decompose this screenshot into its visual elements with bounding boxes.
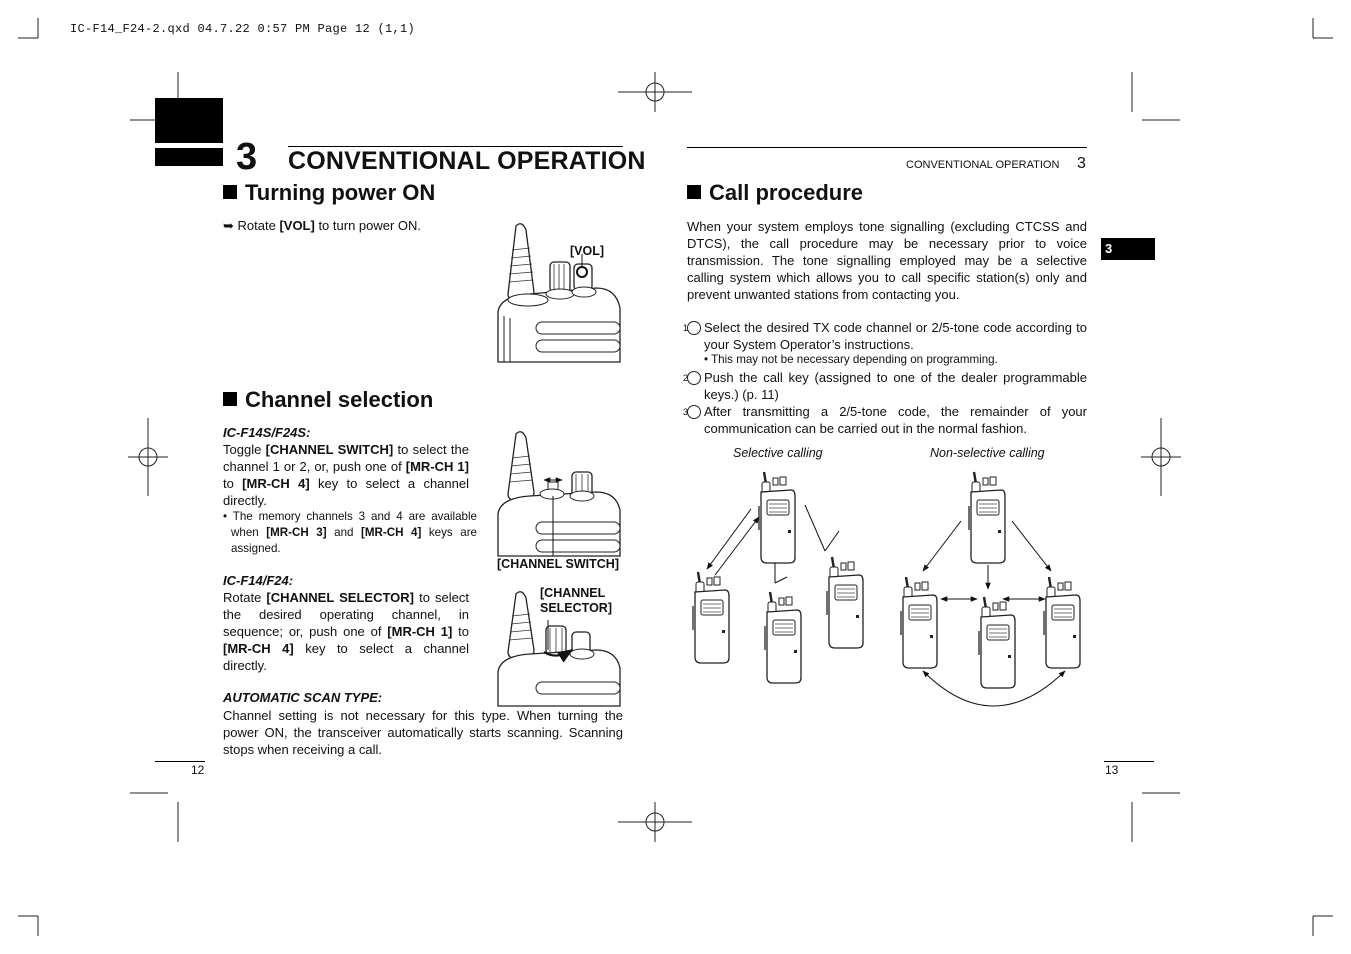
ic-f14s-note: • The memory channels 3 and 4 are available when [MR-CH 3] and [MR-CH 4] keys are assigned. [223,510,477,555]
page-number-right: 13 [1105,763,1119,777]
vol-label: [VOL] [570,244,605,258]
power-on-instruction: ➥ Rotate [VOL] to turn power ON. [223,218,422,233]
radio-channel-switch-illustration [496,430,626,556]
chapter-tab: 3 [1101,238,1155,260]
radio-vol-illustration [496,222,626,362]
square-bullet-icon [223,185,237,199]
call-intro: When your system employs tone signalling (excluding CTCSS and DTCS), the call procedure may be necessary prior to voice transmission. The tone signalling employed may be a selective calling system which allows you to call specific station(s) only and prevent unwanted stations from contacting you. [687,219,1087,302]
ic-f14s-heading: IC-F14S/F24S: [223,425,311,440]
channel-selector-label: [CHANNEL SELECTOR] [540,586,612,615]
chapter-number: 3 [236,136,258,178]
step-number-icon: 1 [687,321,701,335]
channel-switch-label: [CHANNEL SWITCH] [497,557,619,571]
section-channel-title: Channel selection [223,387,433,413]
section-call-title: Call procedure [687,180,863,206]
square-bullet-icon [687,185,701,199]
caption-non-selective-calling: Non-selective calling [930,446,1045,460]
call-step-1: 1 Select the desired TX code channel or 2/5-tone code according to your System Operator’s instructions. [682,320,1087,352]
ic-f14-text: Rotate [CHANNEL SELECTOR] to select the desired operating channel, in sequence; or, push one of [MR-CH 1] to [MR-CH 4] key to select a channel directly. [223,590,470,673]
call-step-3: 3 After transmitting a 2/5-tone code, the remainder of your communication can be carried out in the normal fashion. [682,404,1087,436]
call-step-2: 2 Push the call key (assigned to one of the dealer programmable keys.) (p. 11) [682,370,1087,402]
running-head-rule [687,147,1087,148]
step-number-icon: 2 [687,371,701,385]
step-number-icon: 3 [687,405,701,419]
call-step-1-note: • This may not be necessary depending on programming. [704,353,998,366]
non-selective-calling-diagram [901,472,1080,706]
ic-f14s-text: Toggle [CHANNEL SWITCH] to select the channel 1 or 2, or, push one of [MR-CH 1] to [MR-CH 4] key to select a channel directly. [223,442,469,508]
running-number: 3 [1077,155,1086,172]
auto-scan-heading: AUTOMATIC SCAN TYPE: [223,690,383,705]
print-header: IC-F14_F24-2.qxd 04.7.22 0:57 PM Page 12 (1,1) [70,22,416,36]
chapter-title: CONVENTIONAL OPERATION [288,147,646,175]
selective-calling-diagram [693,472,863,683]
footer-rule-right [1104,761,1154,762]
footer-rule-left [155,761,205,762]
caption-selective-calling: Selective calling [733,446,823,460]
square-bullet-icon [223,392,237,406]
chapter-block [155,98,223,143]
auto-scan-text: Channel setting is not necessary for this type. When turning the power ON, the transceiver automatically starts scanning. Scanning stops when receiving a call. [223,708,623,757]
page-number-left: 12 [191,763,205,777]
calling-diagram [687,465,1087,710]
ic-f14-heading: IC-F14/F24: [223,573,294,588]
arrow-icon: ➥ [223,218,234,233]
section-power-on-title: Turning power ON [223,180,435,206]
chapter-bar [155,148,223,166]
running-title: CONVENTIONAL OPERATION [906,159,1060,171]
